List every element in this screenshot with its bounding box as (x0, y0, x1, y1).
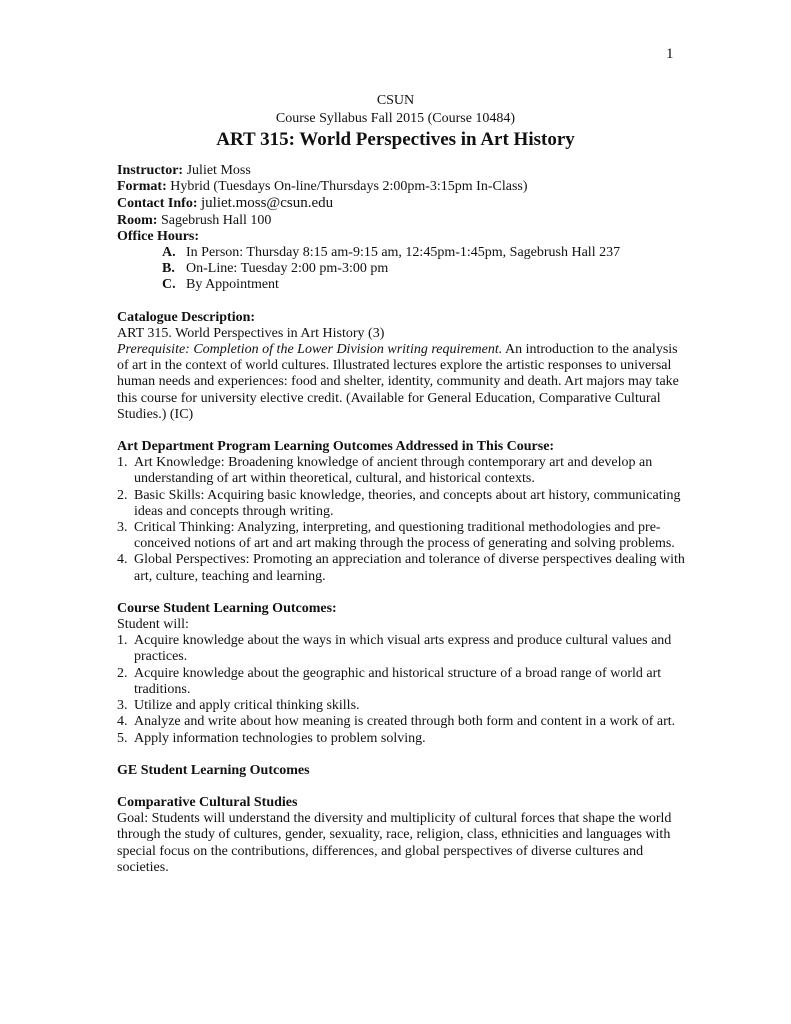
contact-email[interactable]: juliet.moss@csun.edu (201, 195, 334, 212)
office-hours-list (117, 245, 687, 294)
list-number: 1. (117, 633, 128, 649)
list-item-text: On-Line: Tuesday 2:00 pm-3:00 pm (186, 261, 389, 277)
list-number: 4. (117, 552, 128, 568)
program-outcomes-heading: Art Department Program Learning Outcomes Addressed in This Course: (117, 439, 555, 455)
list-item-text: Acquire knowledge about the ways in which visual arts express and produce cultural values and practices. (134, 633, 672, 665)
list-item (117, 245, 687, 261)
list-item-text: In Person: Thursday 8:15 am-9:15 am, 12:45pm-1:45pm, Sagebrush Hall 237 (186, 245, 621, 261)
comparative-heading: Comparative Cultural Studies (117, 794, 298, 810)
catalogue-description (117, 342, 687, 423)
list-item-text: Acquire knowledge about the geographic and historical structure of a broad range of world art traditions. (134, 665, 662, 697)
list-item-text: Apply information technologies to problem solving. (134, 730, 426, 746)
list-marker: A. (162, 245, 176, 261)
room-row (117, 213, 687, 229)
list-marker: B. (162, 261, 175, 277)
office-hours-label: Office Hours: (117, 228, 200, 244)
comparative-goal: Goal: Students will understand the diversity and multiplicity of cultural forces that shape the world through the study of cultures, gender, sexuality, race, religion, class, ethnicities and languages with special focus on the contributions, differences, and global perspectives of diverse cultures and societies. (117, 811, 672, 875)
list-item (117, 731, 687, 747)
list-item (117, 698, 687, 714)
list-number: 2. (117, 487, 128, 503)
contact-row (117, 195, 687, 212)
syllabus-subtitle: Course Syllabus Fall 2015 (Course 10484) (275, 111, 516, 126)
document-header (0, 92, 791, 152)
format-row (117, 179, 687, 195)
list-item (117, 552, 687, 584)
ge-outcomes-heading: GE Student Learning Outcomes (117, 762, 310, 778)
instructor-value: Juliet Moss (186, 163, 251, 178)
list-marker: C. (162, 277, 176, 293)
page-number: 1 (666, 46, 674, 62)
list-item-text: Utilize and apply critical thinking skills. (134, 698, 360, 714)
instructor-row (117, 163, 687, 179)
course-title: ART 315: World Perspectives in Art History (216, 129, 575, 150)
list-item (117, 455, 687, 487)
catalogue-course-line: ART 315. World Perspectives in Art History (3) (117, 325, 385, 341)
list-number: 2. (117, 665, 128, 681)
student-outcomes-intro: Student will: (117, 617, 189, 633)
list-item (117, 520, 687, 552)
list-item-text: Critical Thinking: Analyzing, interpreting, and questioning traditional methodologies and pre-conceived notions of art and art making through the process of generating and solving problems. (134, 520, 675, 552)
list-number: 3. (117, 520, 128, 536)
list-item (117, 666, 687, 698)
list-item (117, 488, 687, 520)
instructor-label: Instructor: (117, 163, 184, 178)
contact-label: Contact Info: (117, 196, 198, 212)
list-item-text: Global Perspectives: Promoting an appreciation and tolerance of diverse perspectives dealing with art, culture, teaching and learning. (134, 552, 685, 584)
list-item-text: By Appointment (186, 277, 279, 293)
list-item (117, 714, 687, 730)
room-label: Room: (117, 212, 158, 228)
list-number: 1. (117, 455, 128, 471)
description-text: An introduction to the analysis of art in the context of world cultures. Illustrated lectures explore the artistic responses to universal human needs and experiences: food and shelter, identity, community and death. Art majors may take this course for university elective credit. (Available for General Education, Comparative Cultural Studies.) (IC) (117, 342, 679, 422)
format-label: Format: (117, 179, 167, 195)
student-outcomes-list (117, 633, 687, 746)
list-number: 5. (117, 730, 128, 746)
list-number: 3. (117, 698, 128, 714)
list-item-text: Analyze and write about how meaning is created through both form and content in a work of art. (134, 714, 676, 730)
syllabus-body (117, 163, 687, 876)
list-item (117, 633, 687, 665)
catalogue-heading: Catalogue Description: (117, 309, 256, 325)
program-outcomes-list (117, 455, 687, 585)
prerequisite-text: Prerequisite: Completion of the Lower Division writing requirement. (117, 342, 503, 358)
list-number: 4. (117, 714, 128, 730)
student-outcomes-heading: Course Student Learning Outcomes: (117, 600, 337, 616)
format-value: Hybrid (Tuesdays On-line/Thursdays 2:00pm-3:15pm In-Class) (170, 179, 528, 195)
list-item-text: Basic Skills: Acquiring basic knowledge, theories, and concepts about art history, communicating ideas and concepts through writing. (134, 487, 681, 519)
list-item (117, 277, 687, 293)
list-item (117, 261, 687, 277)
list-item-text: Art Knowledge: Broadening knowledge of ancient through contemporary art and develop an understanding of art within theoretical, cultural, and historical contexts. (134, 455, 653, 487)
school-name: CSUN (376, 93, 415, 108)
room-value: Sagebrush Hall 100 (160, 212, 272, 228)
